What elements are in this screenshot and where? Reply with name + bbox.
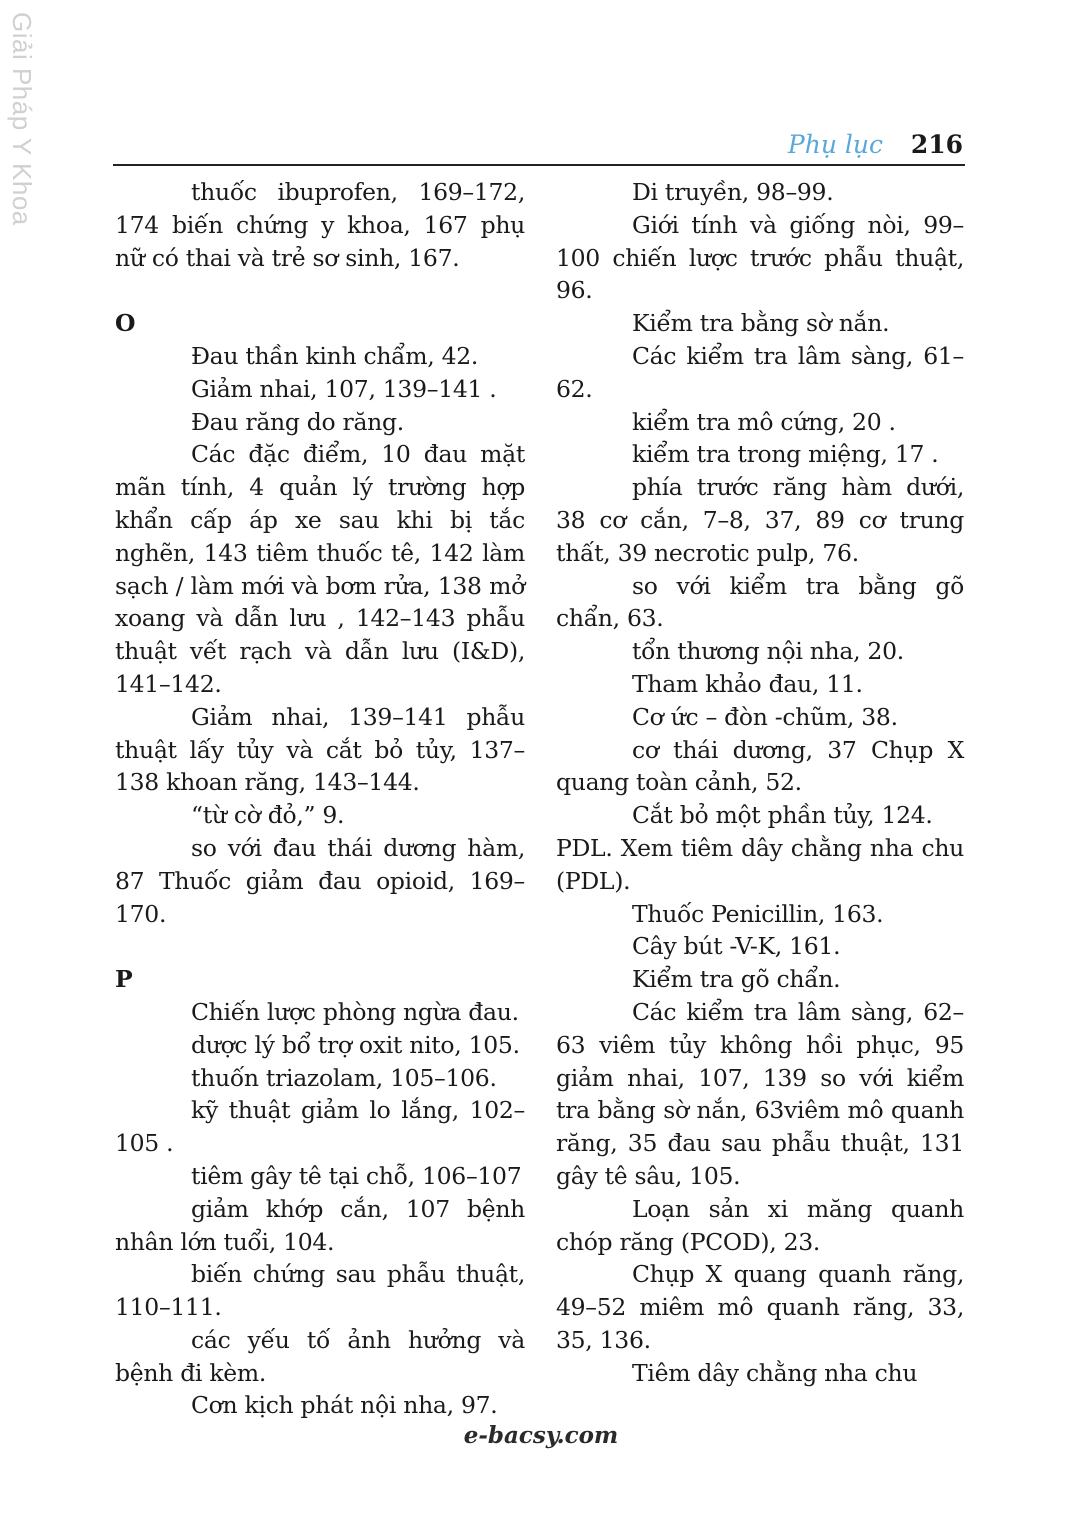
index-entry: phía trước răng hàm dưới, 38 cơ cắn, 7–8, 37, 89 cơ trung thất, 39 necrotic pulp, 76. [556,473,964,567]
index-entry: Chụp X quang quanh răng, 49–52 miêm mô quanh răng, 33, 35, 136. [556,1260,964,1354]
index-entry: giảm khớp cắn, 107 bệnh nhân lớn tuổi, 104. [115,1194,525,1256]
index-entry: kỹ thuật giảm lo lắng, 102–105 . [115,1096,525,1158]
index-letter-heading: P [115,965,133,994]
index-entry: Cắt bỏ một phần tủy, 124. [632,801,933,830]
index-entry: kiểm tra trong miệng, 17 . [632,440,939,469]
index-entry: thuốc ibuprofen, 169–172, 174 biến chứng y khoa, 167 phụ nữ có thai và trẻ sơ sinh, 167. [115,178,525,272]
index-entry: Cơ ức – đòn -chũm, 38. [632,702,898,731]
index-entry: tổn thương nội nha, 20. [632,637,904,666]
index-entry: so với đau thái dương hàm, 87 Thuốc giảm đau opioid, 169–170. [115,833,525,928]
index-entry: Đau răng do răng. [191,407,404,436]
index-entry: kiểm tra mô cứng, 20 . [632,407,896,436]
index-entry: Đau thần kinh chẩm, 42. [191,341,479,370]
section-title: Phụ lục [787,130,883,159]
index-entry: các yếu tố ảnh hưởng và bệnh đi kèm. [115,1325,525,1387]
index-entry: Kiểm tra gõ chẩn. [632,965,841,994]
page-header [113,128,965,166]
footer-website: e-bacsy.com [463,1422,619,1449]
index-entry: Giảm nhai, 107, 139–141 . [191,374,497,403]
index-entry: Tham khảo đau, 11. [632,669,863,698]
index-entry: Giới tính và giống nòi, 99–100 chiến lược trước phẫu thuật, 96. [556,210,964,305]
index-entry: tiêm gây tê tại chỗ, 106–107 [191,1161,522,1190]
index-column-left [115,176,525,1422]
index-entry: Các kiểm tra lâm sàng, 61–62. [556,341,964,403]
index-entry: biến chứng sau phẫu thuật, 110–111. [115,1260,525,1322]
index-entry: PDL. Xem tiêm dây chằng nha chu (PDL). [556,833,964,895]
index-entry: Thuốc Penicillin, 163. [632,899,884,928]
index-entry: Cơn kịch phát nội nha, 97. [191,1391,498,1420]
index-entry: thuốn triazolam, 105–106. [191,1063,497,1092]
section-gap [115,930,525,963]
index-entry: Các kiểm tra lâm sàng, 62–63 viêm tủy không hồi phục, 95 giảm nhai, 107, 139 so với kiểm tra bằng sờ nắn, 63viêm mô quanh răng, 35 đau sau phẫu thuật, 131 gây tê sâu, 105. [556,997,964,1190]
index-entry: Tiêm dây chằng nha chu [632,1358,918,1387]
page-number: 216 [910,130,963,159]
section-gap [115,274,525,307]
index-entry: Chiến lược phòng ngừa đau. [191,997,519,1026]
index-entry: Cây bút -V-K, 161. [632,932,841,961]
index-entry: Các đặc điểm, 10 đau mặt mãn tính, 4 quản lý trường hợp khẩn cấp áp xe sau khi bị tắc nghẽn, 143 tiêm thuốc tê, 142 làm sạch / làm mới và bơm rửa, 138 mở xoang và dẫn lưu , 142–143 phẫu thuật vết rạch và dẫn lưu (I&D), 141–142. [115,440,525,698]
index-entry: so với kiểm tra bằng gõ chẩn, 63. [556,571,964,633]
index-entry: Di truyền, 98–99. [632,178,834,206]
index-entry: Giảm nhai, 139–141 phẫu thuật lấy tủy và cắt bỏ tủy, 137–138 khoan răng, 143–144. [115,702,525,797]
index-entry: Kiểm tra bằng sờ nắn. [632,309,890,338]
side-watermark: Giải Pháp Y Khoa [7,12,37,226]
index-column-right [556,176,964,1389]
index-entry: Loạn sản xi măng quanh chóp răng (PCOD), 23. [556,1194,964,1256]
index-entry: “từ cờ đỏ,” 9. [191,801,345,830]
index-entry: cơ thái dương, 37 Chụp X quang toàn cảnh, 52. [556,735,964,797]
index-entry: dược lý bổ trợ oxit nito, 105. [191,1030,520,1059]
index-letter-heading: O [115,309,136,338]
